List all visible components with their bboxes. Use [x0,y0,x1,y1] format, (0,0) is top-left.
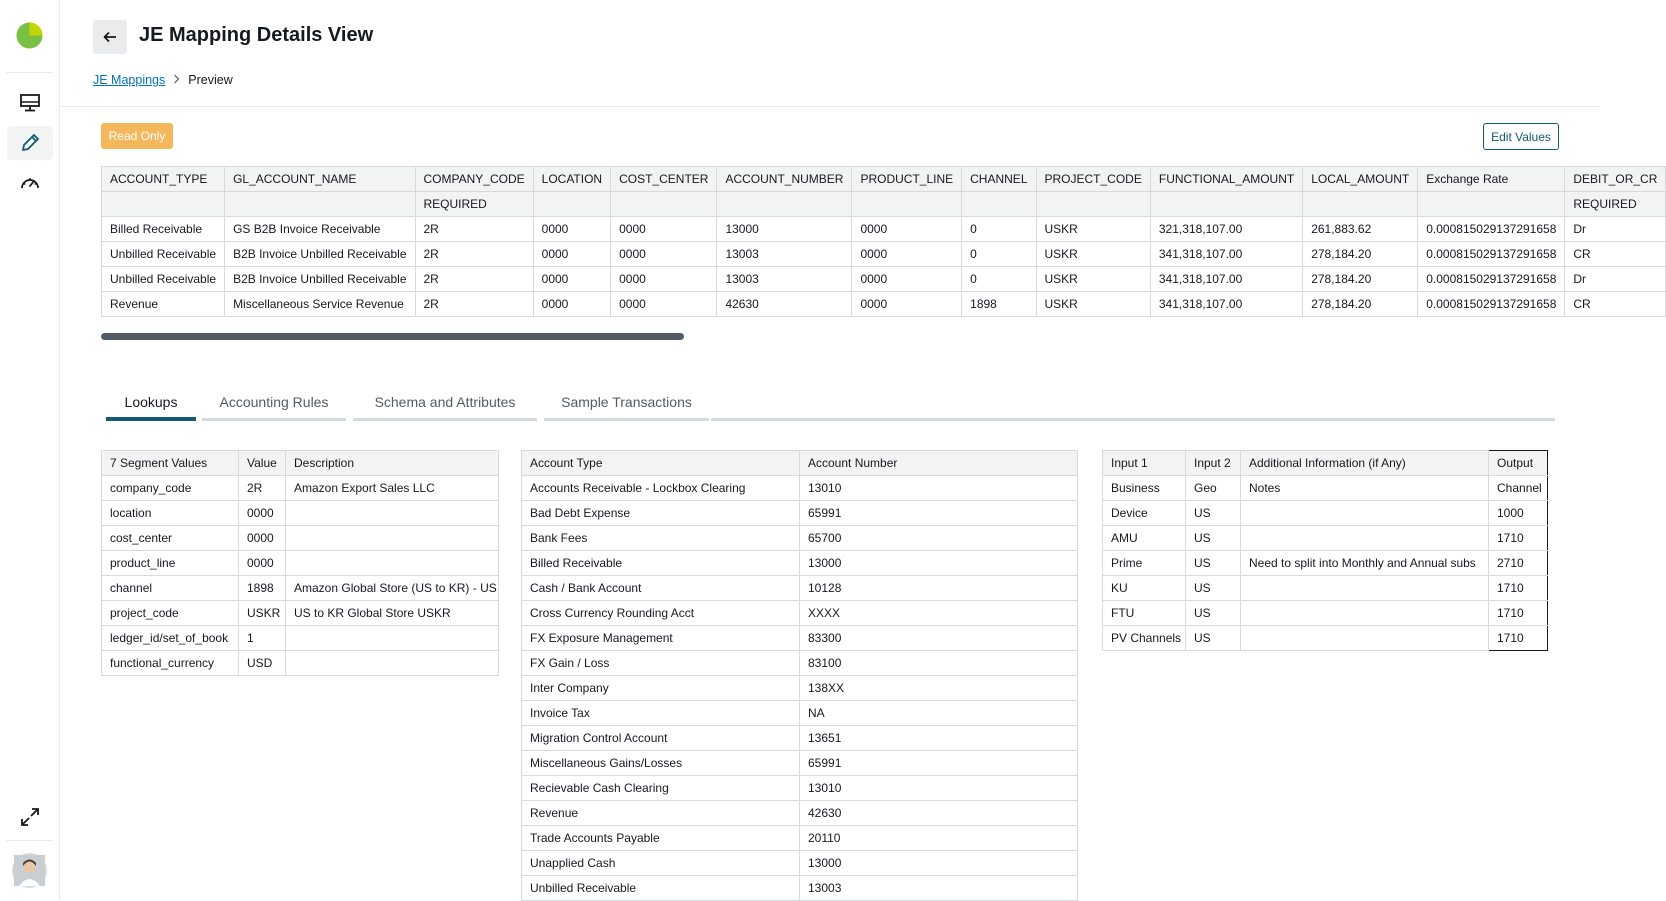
required-cell: REQUIRED [1565,192,1666,217]
table-cell: 0000 [239,501,286,526]
table-cell: 65991 [800,501,1078,526]
required-cell: REQUIRED [415,192,533,217]
table-cell: Dr [1565,267,1666,292]
table-row[interactable] [522,526,1078,551]
table-cell: 261,883.62 [1303,217,1418,242]
table-cell: 2R [415,292,533,317]
table-cell [286,501,499,526]
table-cell: channel [102,576,239,601]
edit-values-button[interactable]: Edit Values [1483,123,1559,150]
table-row[interactable] [102,626,499,651]
table-row[interactable] [102,601,499,626]
column-header: Output [1489,451,1548,476]
table-cell: Amazon Global Store (US to KR) - US [286,576,499,601]
table-cell: Migration Control Account [522,726,800,751]
table-row[interactable] [1103,601,1548,626]
table-cell: FX Exposure Management [522,626,800,651]
table-cell: Unapplied Cash [522,851,800,876]
table-cell: 341,318,107.00 [1150,267,1302,292]
table-cell: XXXX [800,601,1078,626]
table-cell: 1710 [1489,626,1548,651]
table-row[interactable] [102,217,1666,242]
table-cell: company_code [102,476,239,501]
table-cell: 0 [962,217,1036,242]
table-row[interactable] [1103,476,1548,501]
column-header: Exchange Rate [1418,167,1565,192]
table-cell [286,651,499,676]
nav-edit-button[interactable] [7,126,53,160]
table-cell: 0.000815029137291658 [1418,267,1565,292]
table-cell: Unbilled Receivable [102,267,225,292]
table-cell: 0000 [611,292,717,317]
table-row[interactable] [1103,626,1548,651]
table-cell: 65700 [800,526,1078,551]
column-header: GL_ACCOUNT_NAME [225,167,415,192]
column-header: LOCATION [533,167,610,192]
table-cell: 1898 [239,576,286,601]
table-cell: USKR [1036,242,1150,267]
column-header: Input 1 [1103,451,1186,476]
table-cell: 278,184.20 [1303,292,1418,317]
table-row[interactable] [522,501,1078,526]
table-cell [286,551,499,576]
table-cell: 0000 [611,242,717,267]
table-cell: 13003 [800,876,1078,901]
table-row[interactable] [522,676,1078,701]
table-cell: USKR [239,601,286,626]
table-cell: 13651 [800,726,1078,751]
pencil-icon [19,132,41,154]
page-title: JE Mapping Details View [139,24,374,46]
table-cell: 2R [415,242,533,267]
required-cell [611,192,717,217]
dashboard-icon [19,173,41,193]
table-row[interactable] [102,476,499,501]
table-cell: 0000 [611,217,717,242]
rail-divider-bottom [6,840,54,841]
table-cell: Billed Receivable [102,217,225,242]
tab-label: Lookups [124,394,178,410]
tab-label: Schema and Attributes [374,394,516,410]
table-cell: USKR [1036,267,1150,292]
table-cell: Prime [1103,551,1186,576]
table-cell: 0.000815029137291658 [1418,242,1565,267]
table-cell: 0000 [239,551,286,576]
required-row [102,192,1666,217]
table-row[interactable] [522,801,1078,826]
required-cell [533,192,610,217]
table-cell: Notes [1241,476,1489,501]
table-cell: CR [1565,292,1666,317]
required-cell [717,192,852,217]
required-cell [1150,192,1302,217]
tab-bar-underline [711,418,1555,421]
table-cell: 20110 [800,826,1078,851]
required-cell [852,192,962,217]
table-cell: 0000 [533,217,610,242]
table-cell: product_line [102,551,239,576]
table-cell: Channel [1489,476,1548,501]
table-cell: 0000 [239,526,286,551]
user-avatar[interactable] [12,853,47,888]
table-cell: B2B Invoice Unbilled Receivable [225,267,415,292]
table-cell: Accounts Receivable - Lockbox Clearing [522,476,800,501]
breadcrumb-link-je-mappings[interactable]: JE Mappings [93,73,166,87]
table-cell: Geo [1186,476,1241,501]
table-row[interactable] [1103,576,1548,601]
table-cell: 83300 [800,626,1078,651]
read-only-badge: Read Only [101,123,173,149]
column-header: Input 2 [1186,451,1241,476]
tab-schema-and-attributes[interactable] [353,383,537,421]
required-cell [225,192,415,217]
table-cell: 13010 [800,476,1078,501]
table-cell: FTU [1103,601,1186,626]
table-cell: Inter Company [522,676,800,701]
table-cell: Revenue [102,292,225,317]
table-cell: Trade Accounts Payable [522,826,800,851]
table-cell: Billed Receivable [522,551,800,576]
table-cell: 2R [415,217,533,242]
table-row[interactable] [102,242,1666,267]
table-cell: GS B2B Invoice Receivable [225,217,415,242]
nav-monitor-button[interactable] [7,86,53,120]
header-divider [60,106,1600,107]
tab-lookups[interactable] [106,383,196,421]
table-cell [1241,501,1489,526]
je-mapping-grid [101,166,1658,318]
column-header: ACCOUNT_NUMBER [717,167,852,192]
required-cell [1303,192,1418,217]
table-row[interactable] [522,751,1078,776]
tab-label: Sample Transactions [561,394,692,410]
tab-accounting-rules[interactable] [202,383,346,421]
tab-label: Accounting Rules [219,394,329,410]
column-header: 7 Segment Values [102,451,239,476]
table-cell: 1710 [1489,601,1548,626]
table-cell: 83100 [800,651,1078,676]
rail-divider [6,72,54,73]
table-cell: USKR [1036,292,1150,317]
table-cell [1241,576,1489,601]
table-cell: Invoice Tax [522,701,800,726]
column-header: Additional Information (if Any) [1241,451,1489,476]
table-cell: 1710 [1489,576,1548,601]
table-cell: 278,184.20 [1303,267,1418,292]
table-cell: US to KR Global Store USKR [286,601,499,626]
table-cell: CR [1565,242,1666,267]
arrow-left-icon [103,31,117,43]
table-row[interactable] [522,701,1078,726]
column-header: Description [286,451,499,476]
table-cell: Need to split into Monthly and Annual subs [1241,551,1489,576]
required-cell [1418,192,1565,217]
table-cell: Miscellaneous Service Revenue [225,292,415,317]
column-header: PRODUCT_LINE [852,167,962,192]
table-cell [286,626,499,651]
monitor-icon [19,93,41,113]
table-cell: Unbilled Receivable [102,242,225,267]
table-cell: Unbilled Receivable [522,876,800,901]
table-cell [1241,626,1489,651]
nav-dashboard-button[interactable] [7,166,53,200]
breadcrumb [93,73,233,87]
table-cell: Miscellaneous Gains/Losses [522,751,800,776]
table-row[interactable] [522,776,1078,801]
table-cell [1241,601,1489,626]
column-header: Account Type [522,451,800,476]
table-cell: 0.000815029137291658 [1418,217,1565,242]
table-cell: Business [1103,476,1186,501]
table-cell: Cross Currency Rounding Acct [522,601,800,626]
table-row[interactable] [102,576,499,601]
table-row[interactable] [522,551,1078,576]
required-cell [962,192,1036,217]
table-cell: US [1186,551,1241,576]
table-cell: US [1186,501,1241,526]
table-row[interactable] [102,551,499,576]
table-cell [1241,526,1489,551]
table-row[interactable] [102,501,499,526]
table-cell: US [1186,526,1241,551]
table-cell: 341,318,107.00 [1150,242,1302,267]
column-header: CHANNEL [962,167,1036,192]
table-row[interactable] [102,651,499,676]
column-header: Value [239,451,286,476]
horizontal-scrollbar[interactable] [101,333,684,340]
table-cell: 0000 [852,242,962,267]
tab-sample-transactions[interactable] [544,383,709,421]
table-cell: USKR [1036,217,1150,242]
table-cell: 10128 [800,576,1078,601]
table-cell: US [1186,576,1241,601]
table-cell: 13003 [717,242,852,267]
table-cell: 0 [962,242,1036,267]
table-cell: 2710 [1489,551,1548,576]
table-cell: Cash / Bank Account [522,576,800,601]
table-row[interactable] [1103,551,1548,576]
table-cell: Revenue [522,801,800,826]
table-row[interactable] [522,726,1078,751]
channel-mapping-table [1102,450,1548,651]
table-cell: 0000 [533,267,610,292]
table-cell: USD [239,651,286,676]
table-cell: US [1186,601,1241,626]
expand-icon [20,807,40,827]
table-cell: AMU [1103,526,1186,551]
table-cell: 13000 [800,551,1078,576]
table-cell: 2R [415,267,533,292]
required-cell [102,192,225,217]
table-cell: ledger_id/set_of_book [102,626,239,651]
table-cell: US [1186,626,1241,651]
chevron-right-icon [173,73,180,87]
table-cell [286,526,499,551]
table-row[interactable] [1103,526,1548,551]
column-header: Account Number [800,451,1078,476]
table-cell: 2R [239,476,286,501]
table-cell: 42630 [717,292,852,317]
table-cell: PV Channels [1103,626,1186,651]
table-cell: Device [1103,501,1186,526]
table-cell: 321,318,107.00 [1150,217,1302,242]
segment-values-table [101,450,499,676]
table-cell: 0000 [533,242,610,267]
column-header: DEBIT_OR_CR [1565,167,1666,192]
table-cell: Recievable Cash Clearing [522,776,800,801]
avatar-icon [14,855,45,886]
table-cell: NA [800,701,1078,726]
column-header: ACCOUNT_TYPE [102,167,225,192]
table-cell: 13000 [800,851,1078,876]
table-row[interactable] [522,626,1078,651]
table-cell: Bad Debt Expense [522,501,800,526]
table-row[interactable] [102,526,499,551]
column-header: PROJECT_CODE [1036,167,1150,192]
table-cell: 0 [962,267,1036,292]
expand-button[interactable] [7,800,53,834]
table-cell: 13003 [717,267,852,292]
table-cell: 0000 [852,292,962,317]
table-cell: 1000 [1489,501,1548,526]
table-cell: 0000 [533,292,610,317]
table-cell: KU [1103,576,1186,601]
table-cell: FX Gain / Loss [522,651,800,676]
table-row[interactable] [1103,501,1548,526]
table-row[interactable] [522,651,1078,676]
column-header: FUNCTIONAL_AMOUNT [1150,167,1302,192]
table-cell: 13010 [800,776,1078,801]
column-header: COMPANY_CODE [415,167,533,192]
table-cell: 1710 [1489,526,1548,551]
table-cell: functional_currency [102,651,239,676]
table-row[interactable] [522,826,1078,851]
table-cell: location [102,501,239,526]
table-cell: 65991 [800,751,1078,776]
table-cell: Amazon Export Sales LLC [286,476,499,501]
table-cell: B2B Invoice Unbilled Receivable [225,242,415,267]
table-row[interactable] [102,267,1666,292]
table-cell: 341,318,107.00 [1150,292,1302,317]
table-row[interactable] [522,876,1078,901]
table-row[interactable] [522,601,1078,626]
table-cell: 0000 [852,267,962,292]
back-button[interactable] [93,20,127,54]
required-cell [1036,192,1150,217]
column-header: COST_CENTER [611,167,717,192]
table-row[interactable] [522,851,1078,876]
table-row[interactable] [522,576,1078,601]
column-header: LOCAL_AMOUNT [1303,167,1418,192]
table-cell: 42630 [800,801,1078,826]
tab-bar [106,383,709,421]
table-cell: 13000 [717,217,852,242]
table-row[interactable] [102,292,1666,317]
breadcrumb-current: Preview [188,73,233,87]
left-nav-rail [0,0,60,900]
table-cell: Dr [1565,217,1666,242]
table-cell: project_code [102,601,239,626]
table-row[interactable] [522,476,1078,501]
table-cell: 138XX [800,676,1078,701]
table-cell: 1898 [962,292,1036,317]
table-cell: 278,184.20 [1303,242,1418,267]
logo-icon[interactable] [16,22,43,49]
table-cell: Bank Fees [522,526,800,551]
account-number-table [521,450,1078,901]
table-cell: 0.000815029137291658 [1418,292,1565,317]
table-cell: cost_center [102,526,239,551]
table-cell: 1 [239,626,286,651]
table-cell: 0000 [852,217,962,242]
table-cell: 0000 [611,267,717,292]
